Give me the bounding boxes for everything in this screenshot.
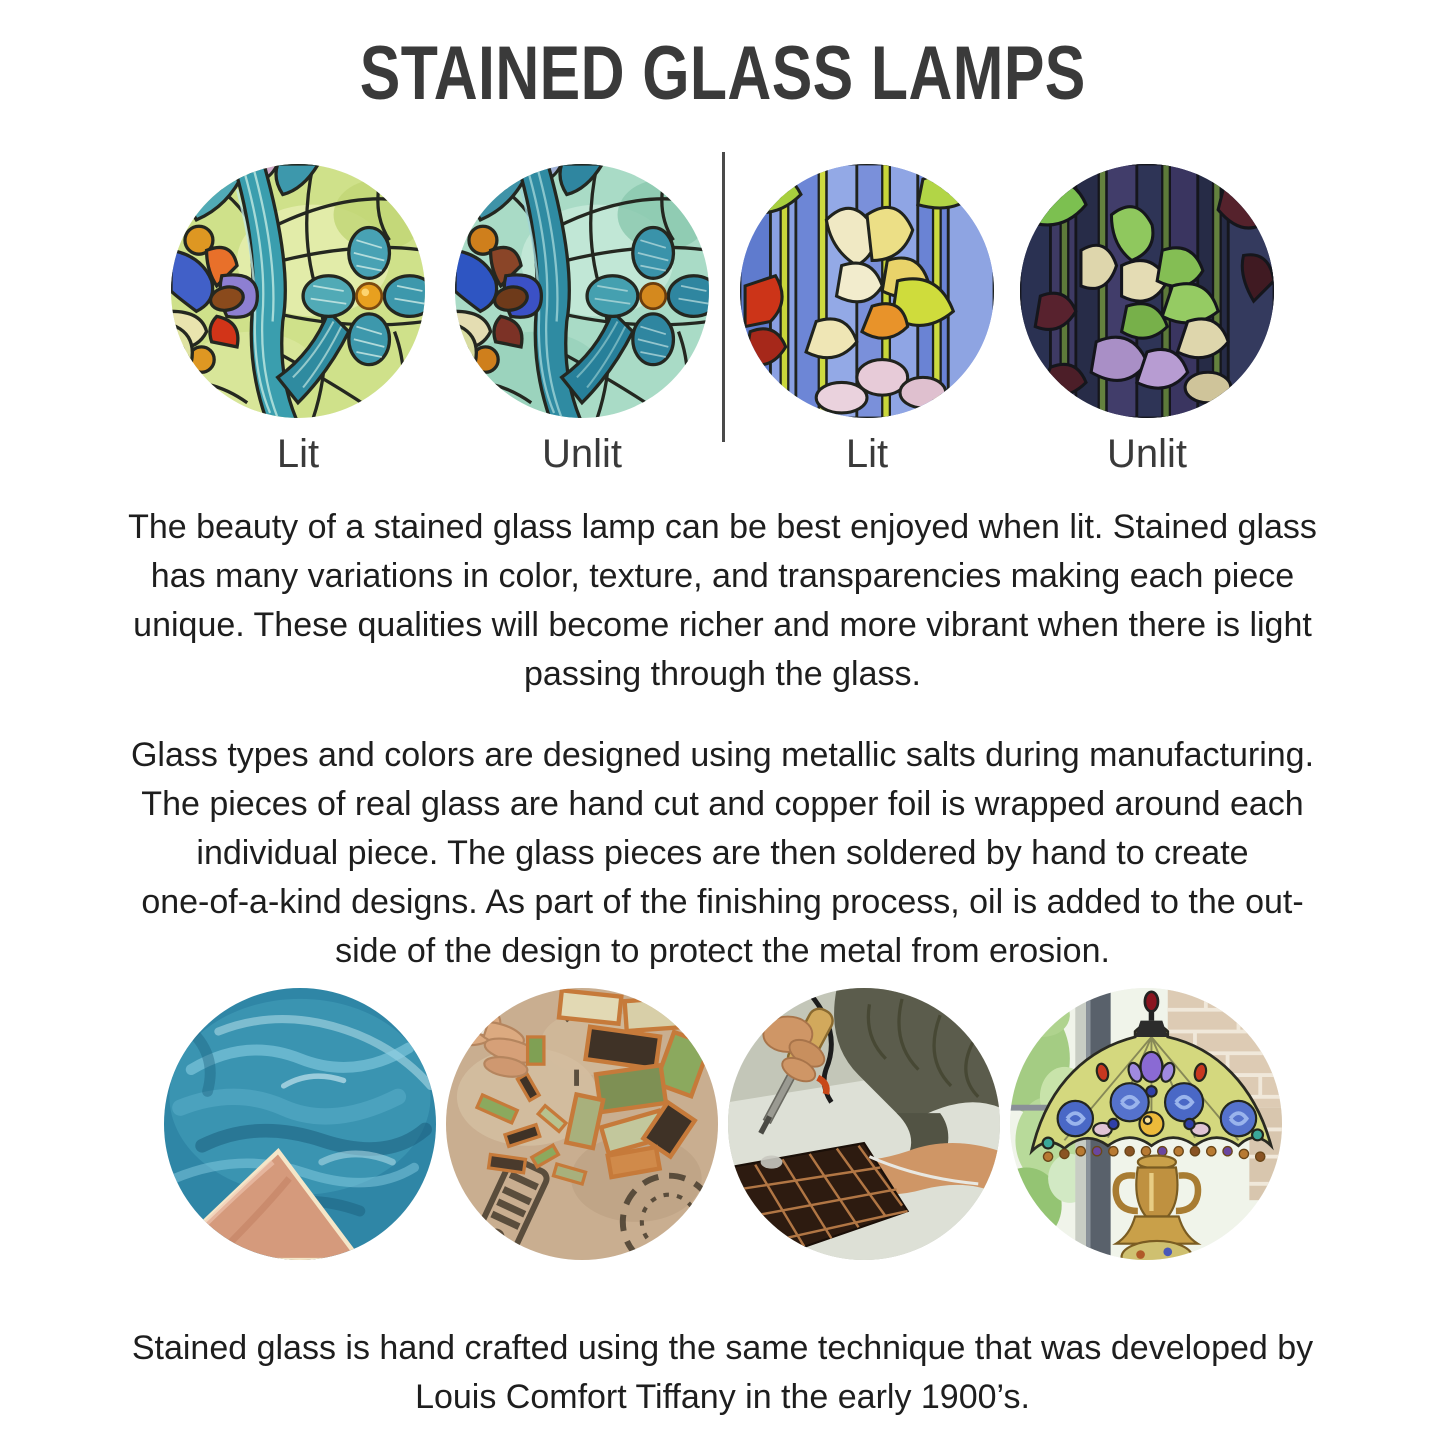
victorian-shade-unlit-illustration [455,164,709,418]
floral-shade-lit-illustration [740,164,994,418]
floral-shade-unlit-illustration [1020,164,1274,418]
finished-tiffany-lamp-photo [1010,988,1282,1260]
intro-line-4: passing through the glass. [524,655,921,693]
copper-foiled-pieces-photo [446,988,718,1260]
victorian-shade-lit-photo [171,164,425,418]
process-line-3: individual piece. The glass pieces are then soldered by hand to create [196,834,1249,872]
caption-lit-1: Lit [276,432,320,476]
victorian-shade-unlit-photo [455,164,709,418]
intro-paragraph [128,503,1317,699]
page-title [269,31,1176,116]
process-line-4: one-of-a-kind designs. As part of the finishing process, oil is added to the out- [141,883,1304,921]
process-line-2: The pieces of real glass are hand cut and copper foil is wrapped around each [141,785,1304,823]
victorian-shade-lit-illustration [171,164,425,418]
hand-soldering-photo [728,988,1000,1260]
stained-glass-sheet-photo [164,988,436,1260]
intro-line-2: has many variations in color, texture, and transparencies making each piece [150,557,1295,595]
footer-paragraph [132,1324,1313,1422]
hand-soldering-illustration [728,988,1000,1260]
copper-foiled-pieces-illustration [446,988,718,1260]
intro-line-1: The beauty of a stained glass lamp can be best enjoyed when lit. Stained glass [128,508,1317,546]
page-title-text: STAINED GLASS LAMPS [359,31,1086,116]
floral-shade-lit-photo [740,164,994,418]
process-paragraph [131,731,1314,976]
comparison-row [171,164,1274,477]
process-line-5: side of the design to protect the metal from erosion. [335,932,1110,970]
stained-glass-sheet-illustration [164,988,436,1260]
caption-unlit-2: Unlit [1106,432,1188,476]
footer-line-1: Stained glass is hand crafted using the same technique that was developed by [131,1329,1314,1367]
figure-victorian-unlit [455,164,709,477]
caption-lit-2: Lit [845,432,889,476]
finished-tiffany-lamp-illustration [1010,988,1282,1260]
caption-unlit-1: Unlit [541,432,623,476]
figure-floral-lit [740,164,994,477]
figure-victorian-lit [171,164,425,477]
intro-line-3: unique. These qualities will become richer and more vibrant when there is light [133,606,1312,644]
vertical-divider [722,152,725,442]
footer-line-2: Louis Comfort Tiffany in the early 1900’s. [415,1378,1030,1416]
figure-floral-unlit [1020,164,1274,477]
process-line-1: Glass types and colors are designed using metallic salts during manufacturing. [130,736,1315,774]
process-row [164,988,1282,1260]
floral-shade-unlit-photo [1020,164,1274,418]
